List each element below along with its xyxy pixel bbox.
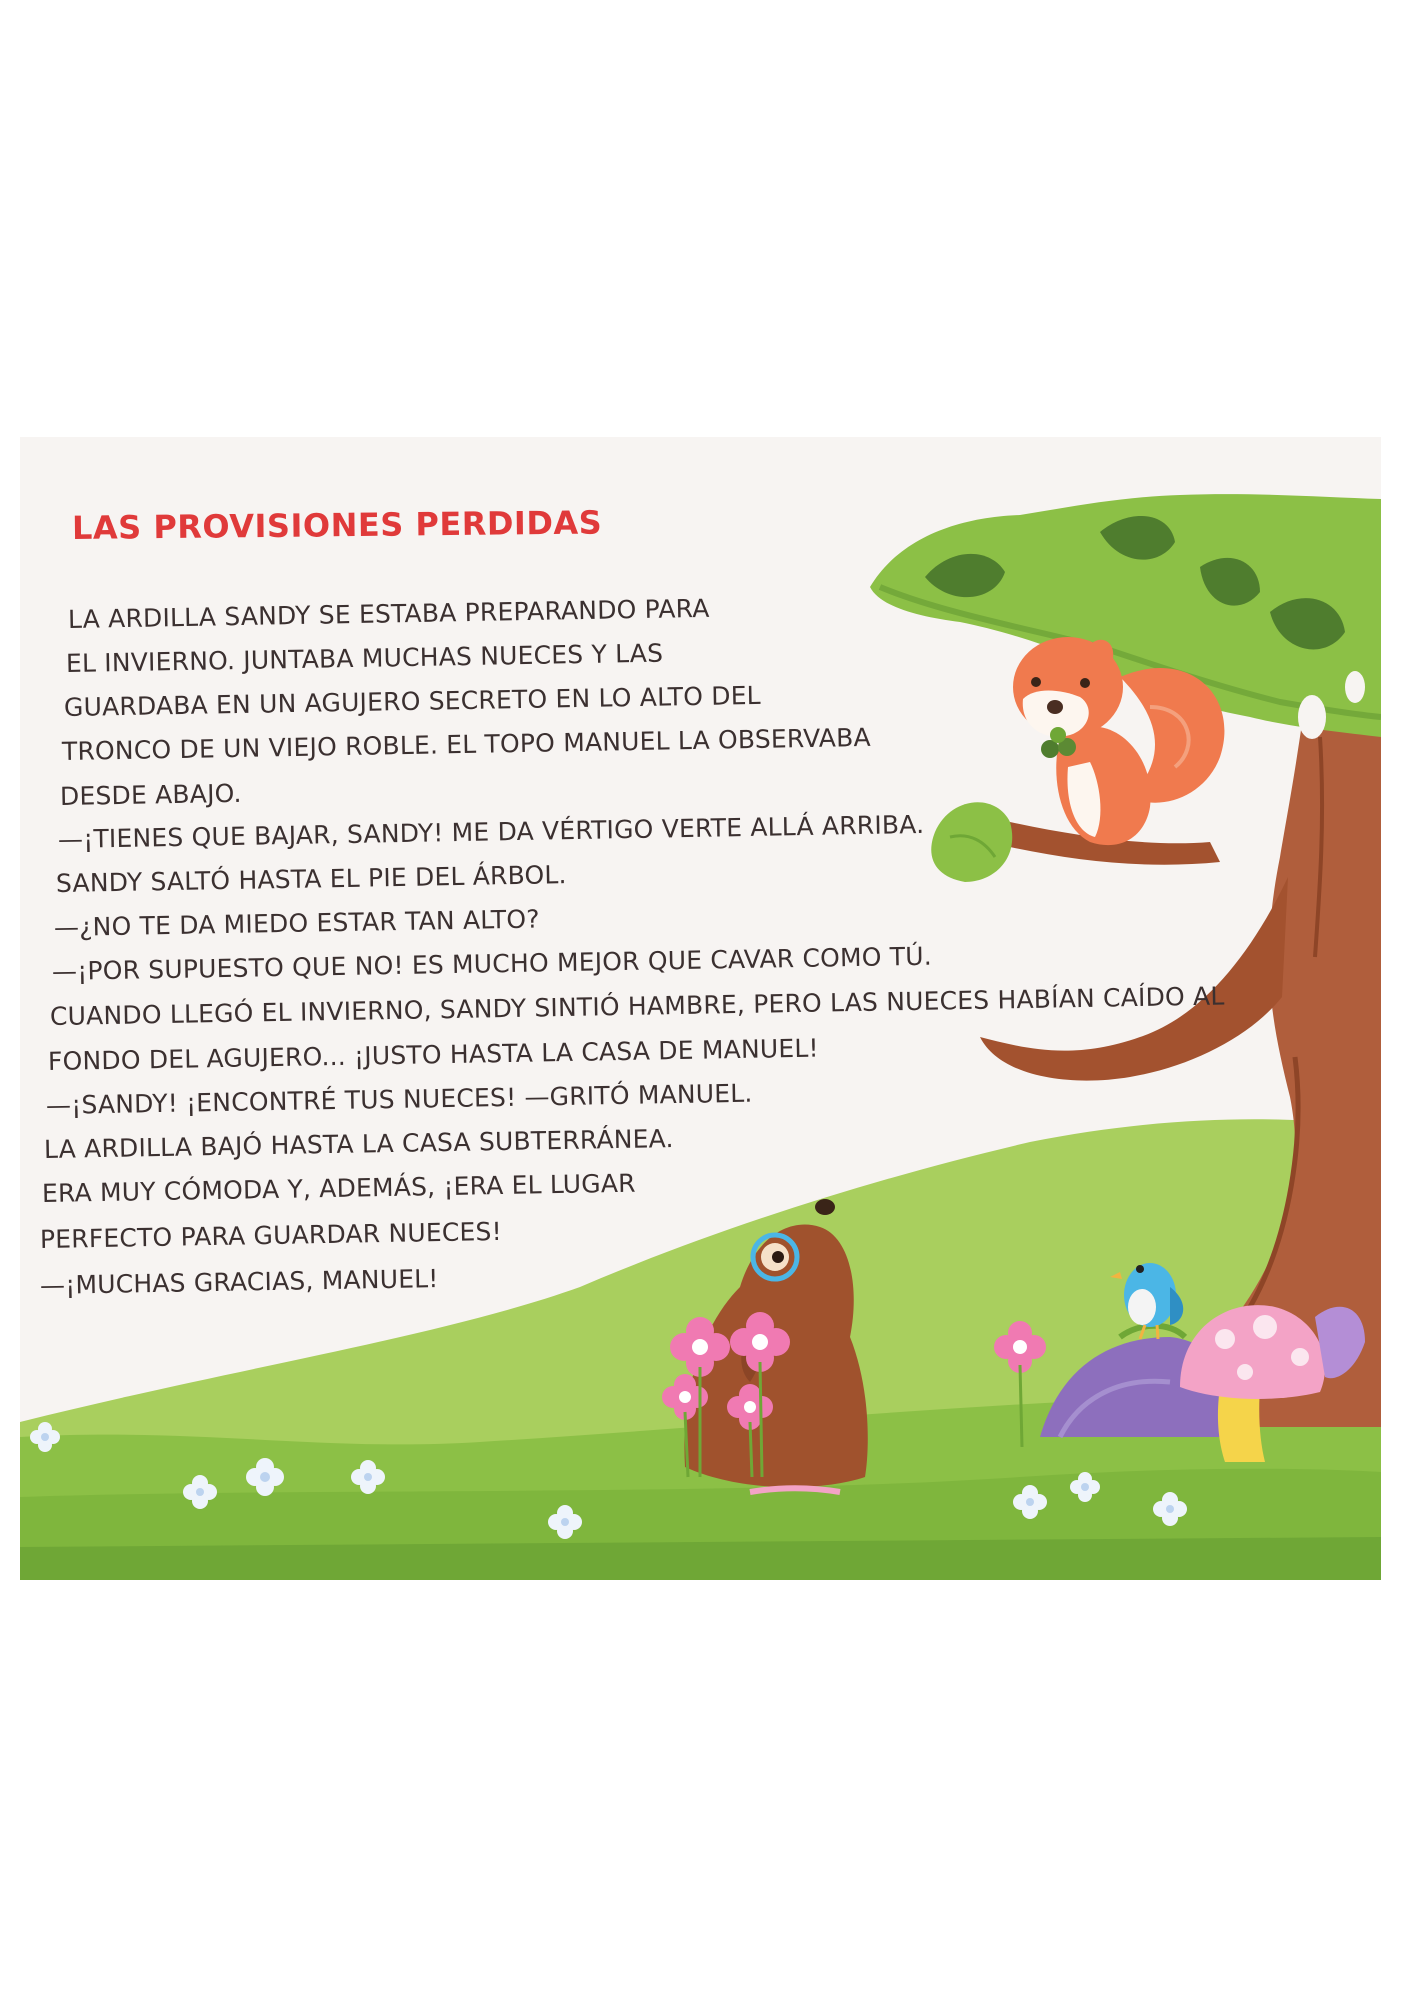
book-page-photo	[20, 437, 1381, 1580]
story-line: GUARDABA EN UN AGUJERO SECRETO EN LO ALTO DEL	[63, 680, 762, 722]
story-line: —¿NO TE DA MIEDO ESTAR TAN ALTO?	[53, 904, 540, 942]
story-line: —¡SANDY! ¡ENCONTRÉ TUS NUECES! —GRITÓ MANUEL.	[45, 1078, 753, 1120]
story-line: SANDY SALTÓ HASTA EL PIE DEL ÁRBOL.	[55, 860, 567, 898]
story-line: ERA MUY CÓMODA Y, ADEMÁS, ¡ERA EL LUGAR	[41, 1168, 636, 1208]
story-line: —¡POR SUPUESTO QUE NO! ES MUCHO MEJOR QUE CAVAR COMO TÚ.	[51, 941, 933, 986]
story-line: TRONCO DE UN VIEJO ROBLE. EL TOPO MANUEL LA OBSERVABA	[61, 722, 871, 766]
story-text	[20, 437, 1381, 1580]
story-line: EL INVIERNO. JUNTABA MUCHAS NUECES Y LAS	[65, 638, 664, 678]
story-line: —¡TIENES QUE BAJAR, SANDY! ME DA VÉRTIGO VERTE ALLÁ ARRIBA.	[57, 809, 925, 854]
story-line: FONDO DEL AGUJERO... ¡JUSTO HASTA LA CASA DE MANUEL!	[47, 1033, 819, 1076]
story-line: LA ARDILLA SANDY SE ESTABA PREPARANDO PARA	[67, 593, 710, 634]
story-line: CUANDO LLEGÓ EL INVIERNO, SANDY SINTIÓ HAMBRE, PERO LAS NUECES HABÍAN CAÍDO AL	[49, 981, 1225, 1031]
story-line: PERFECTO PARA GUARDAR NUECES!	[39, 1216, 503, 1254]
story-line: LA ARDILLA BAJÓ HASTA LA CASA SUBTERRÁNEA.	[43, 1124, 674, 1164]
story-title: LAS PROVISIONES PERDIDAS	[71, 503, 603, 547]
story-line: —¡MUCHAS GRACIAS, MANUEL!	[39, 1264, 439, 1300]
story-line: DESDE ABAJO.	[59, 778, 242, 811]
